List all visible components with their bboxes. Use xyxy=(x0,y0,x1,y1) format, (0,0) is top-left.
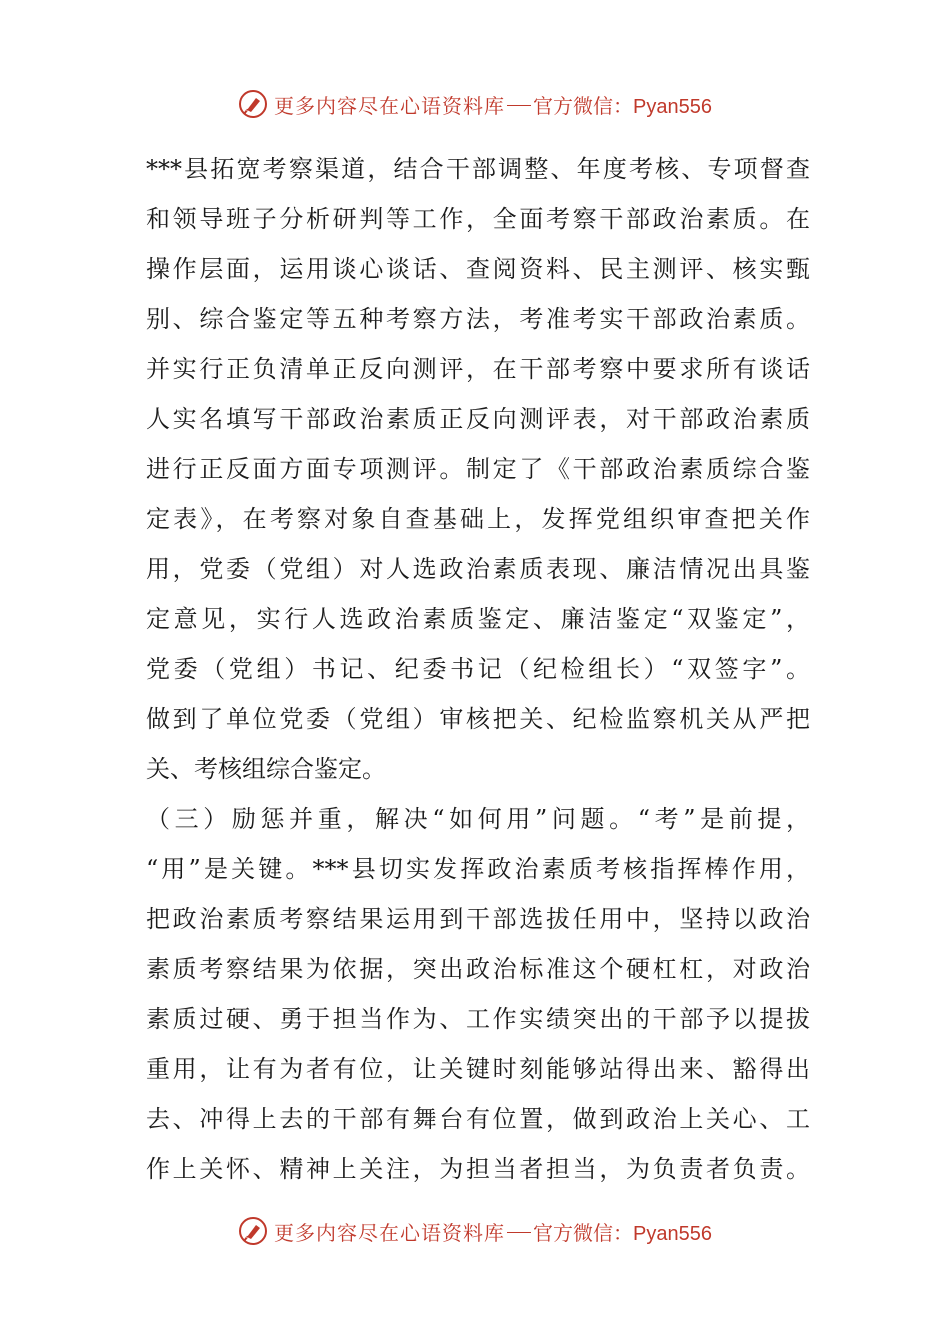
watermark-wechat: 官方微信：Pyan556 xyxy=(533,95,712,118)
section-heading-line: （三）励惩并重，解决“如何用”问题。“考”是前提， xyxy=(146,805,810,833)
text-line: 关、考核组综合鉴定。 xyxy=(146,755,386,783)
watermark-text: 更多内容尽在心语资料库 xyxy=(274,1220,506,1245)
text-line: 进行正反面方面专项测评。制定了《干部政治素质综合鉴 xyxy=(146,455,810,483)
text-line: 党委（党组）书记、纪委书记（纪检组长）“双签字”。 xyxy=(146,655,810,683)
text-line: 定意见，实行人选政治素质鉴定、廉洁鉴定“双鉴定”， xyxy=(146,605,810,633)
text-line: 素质考察结果为依据，突出政治标准这个硬杠杠，对政治 xyxy=(146,955,810,983)
text-line: 作上关怀、精神上关注，为担当者担当，为负责者负责。 xyxy=(146,1155,810,1183)
watermark-separator xyxy=(507,105,531,106)
watermark-banner-top xyxy=(0,84,950,124)
watermark-text: 更多内容尽在心语资料库 xyxy=(274,93,506,118)
text-line: 做到了单位党委（党组）审核把关、纪检监察机关从严把 xyxy=(146,705,810,733)
text-line: 把政治素质考察结果运用到干部选拔任用中，坚持以政治 xyxy=(146,905,810,933)
document-body xyxy=(146,144,810,1194)
watermark-wechat: 官方微信：Pyan556 xyxy=(533,1222,712,1245)
text-line: 用，党委（党组）对人选政治素质表现、廉洁情况出具鉴 xyxy=(146,555,810,583)
text-line: ***县拓宽考察渠道，结合干部调整、年度考核、专项督查 xyxy=(146,155,810,183)
text-line: 定表》，在考察对象自查基础上，发挥党组织审查把关作 xyxy=(146,505,810,533)
text-line: 并实行正负清单正反向测评，在干部考察中要求所有谈话 xyxy=(146,355,810,383)
text-line: 和领导班子分析研判等工作，全面考察干部政治素质。在 xyxy=(146,205,810,233)
text-line: 素质过硬、勇于担当作为、工作实绩突出的干部予以提拔 xyxy=(146,1005,810,1033)
watermark-banner-bottom xyxy=(0,1211,950,1251)
text-line: 重用，让有为者有位，让关键时刻能够站得出来、豁得出 xyxy=(146,1055,810,1083)
text-line: 人实名填写干部政治素质正反向测评表，对干部政治素质 xyxy=(146,405,810,433)
text-line: 去、冲得上去的干部有舞台有位置，做到政治上关心、工 xyxy=(146,1105,810,1133)
text-line: “用”是关键。***县切实发挥政治素质考核指挥棒作用， xyxy=(146,855,810,883)
watermark-separator xyxy=(507,1232,531,1233)
text-line: 操作层面，运用谈心谈话、查阅资料、民主测评、核实甄 xyxy=(146,255,810,283)
pen-nib-icon xyxy=(238,1216,268,1246)
text-line: 别、综合鉴定等五种考察方法，考准考实干部政治素质。 xyxy=(146,305,810,333)
pen-nib-icon xyxy=(238,89,268,119)
